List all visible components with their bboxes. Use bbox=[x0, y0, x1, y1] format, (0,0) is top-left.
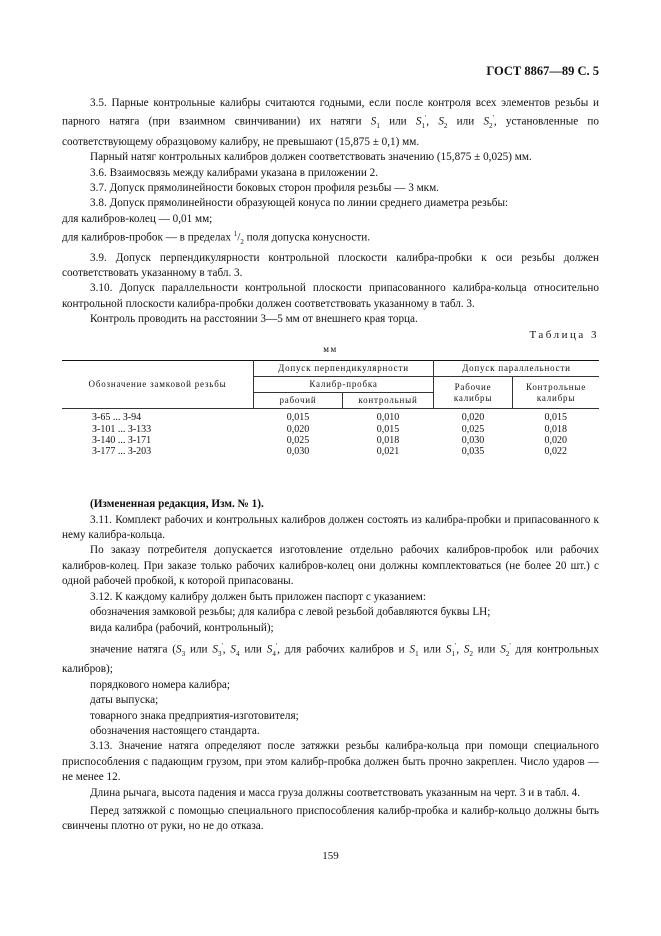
table-unit: мм bbox=[323, 344, 338, 355]
table-caption: Таблица 3 bbox=[529, 328, 599, 341]
header-plug-gauge: Калибр-пробка bbox=[254, 377, 434, 393]
paragraph-3-9: 3.9. Допуск перпендикулярности контрольной плоскости калибра-пробки к оси резьбы должен соответствовать указанному в табл. 3. bbox=[62, 251, 599, 279]
passport-item-date: даты выпуска; bbox=[90, 694, 159, 707]
header-working: рабочий bbox=[254, 393, 343, 409]
paragraph-3-12: 3.12. К каждому калибру должен быть приложен паспорт с указанием: bbox=[90, 590, 426, 603]
paragraph-3-6: 3.6. Взаимосвязь между калибрами указана в приложении 2. bbox=[90, 166, 379, 179]
paragraph-3-13-lever: Длина рычага, высота падения и масса груза должны соответствовать указанным на черт. 3 и в табл. 4. bbox=[90, 786, 581, 799]
spacer bbox=[62, 457, 599, 497]
header-perpendicularity: Допуск перпендикулярности bbox=[254, 361, 434, 377]
paragraph-3-8: 3.8. Допуск прямолинейности образующей конуса по линии среднего диаметра резьбы: bbox=[90, 197, 509, 210]
edition-note: (Измененная редакция, Изм. № 1). bbox=[90, 498, 264, 511]
passport-item-number: порядкового номера калибра; bbox=[90, 678, 231, 691]
page-number: 159 bbox=[322, 850, 339, 862]
paragraph-3-7: 3.7. Допуск прямолинейности боковых сторон профиля резьбы — 3 мкм. bbox=[90, 182, 439, 194]
paragraph-3-13: 3.13. Значение натяга определяют после затяжки резьбы калибра-кольца при помощи специального приспособления с падающим грузом, при этом калибр-пробка должен быть прочно закреплен. Число ударов — не менее 12. bbox=[62, 740, 599, 784]
paragraph-3-10: 3.10. Допуск параллельности контрольной плоскости припасованного калибра-кольца относительно контрольной плоскости калибра-пробки должен соответствовать указанному в табл. 3. bbox=[62, 282, 599, 310]
header-designation: Обозначение замковой резьбы bbox=[62, 361, 254, 409]
header-parallelism: Допуск параллельности bbox=[434, 361, 600, 377]
header-control: контрольный bbox=[343, 393, 434, 409]
passport-item-interference: значение натяга ($S_3$ или $S_3'$, $S_4$ или $S_4'$, для рабочих калибров и $S_1$ или $S_1'$, $S_2$ или $S_2'$ для контрольных калибров); bbox=[62, 641, 600, 676]
document-body bbox=[62, 96, 599, 835]
paragraph-3-11: 3.11. Комплект рабочих и контрольных калибров должен состоять из калибра-пробки и припасованного к нему калибра-кольца. bbox=[62, 513, 599, 542]
paragraph-3-5: 3.5. Парные контрольные калибры считаются годными, если после контроля всех элементов резьбы и парного натяга (при взаимном свинчивании) их натяги $S_1$ или $S_1'$, $S_2$ или $S_2'$, установленные по соответствующему образцовому калибру, не превышают (15,875 ± 0,1) мм. bbox=[62, 97, 600, 148]
passport-item-standard: обозначения настоящего стандарта. bbox=[90, 724, 260, 737]
table-row: З-65 ... З-94 0,015 0,010 0,020 0,015 bbox=[92, 412, 567, 424]
passport-item-thread: обозначения замковой резьбы; для калибра с левой резьбой добавляются буквы LH; bbox=[90, 606, 491, 619]
tolerance-table bbox=[62, 360, 599, 457]
paragraph-3-5-pair: Парный натяг контрольных калибров должен соответствовать значению (15,875 ± 0,025) мм. bbox=[90, 151, 532, 164]
header-control-gauges: Контрольные калибры bbox=[513, 377, 600, 409]
table-row: З-101 ... З-133 0,020 0,015 0,025 0,018 bbox=[92, 423, 567, 435]
passport-item-type: вида калибра (рабочий, контрольный); bbox=[90, 621, 274, 634]
table-row: З-140 ... З-171 0,025 0,018 0,030 0,020 bbox=[92, 434, 567, 446]
passport-item-trademark: товарного знака предприятия-изготовителя; bbox=[90, 709, 299, 722]
standard-header: ГОСТ 8867—89 С. 5 bbox=[486, 64, 599, 78]
paragraph-3-13-assembly: Перед затяжкой с помощью специального приспособления калибр-пробка и калибр-кольцо должны быть свинчены плотно от руки, но не до отказа. bbox=[62, 804, 599, 833]
header-working-gauges: Рабочие калибры bbox=[434, 377, 513, 409]
paragraph-3-8-plugs: для калибров-пробок — в пределах $^1/_2$ поля допуска конусности. bbox=[62, 230, 370, 247]
paragraph-3-10-control: Контроль проводить на расстоянии 3—5 мм от внешнего края торца. bbox=[90, 313, 418, 326]
paragraph-3-11-order: По заказу потребителя допускается изготовление отдельно рабочих калибров-пробок или рабочих калибров-колец. При заказе только рабочих калибров-колец они должны комплектоваться (не более 20 шт.) с одной рабочей пробкой, к которой припасованы. bbox=[62, 544, 599, 588]
paragraph-3-8-rings: для калибров-колец — 0,01 мм; bbox=[62, 212, 213, 225]
table-row: З-177 ... З-203 0,030 0,021 0,035 0,022 bbox=[92, 446, 567, 458]
